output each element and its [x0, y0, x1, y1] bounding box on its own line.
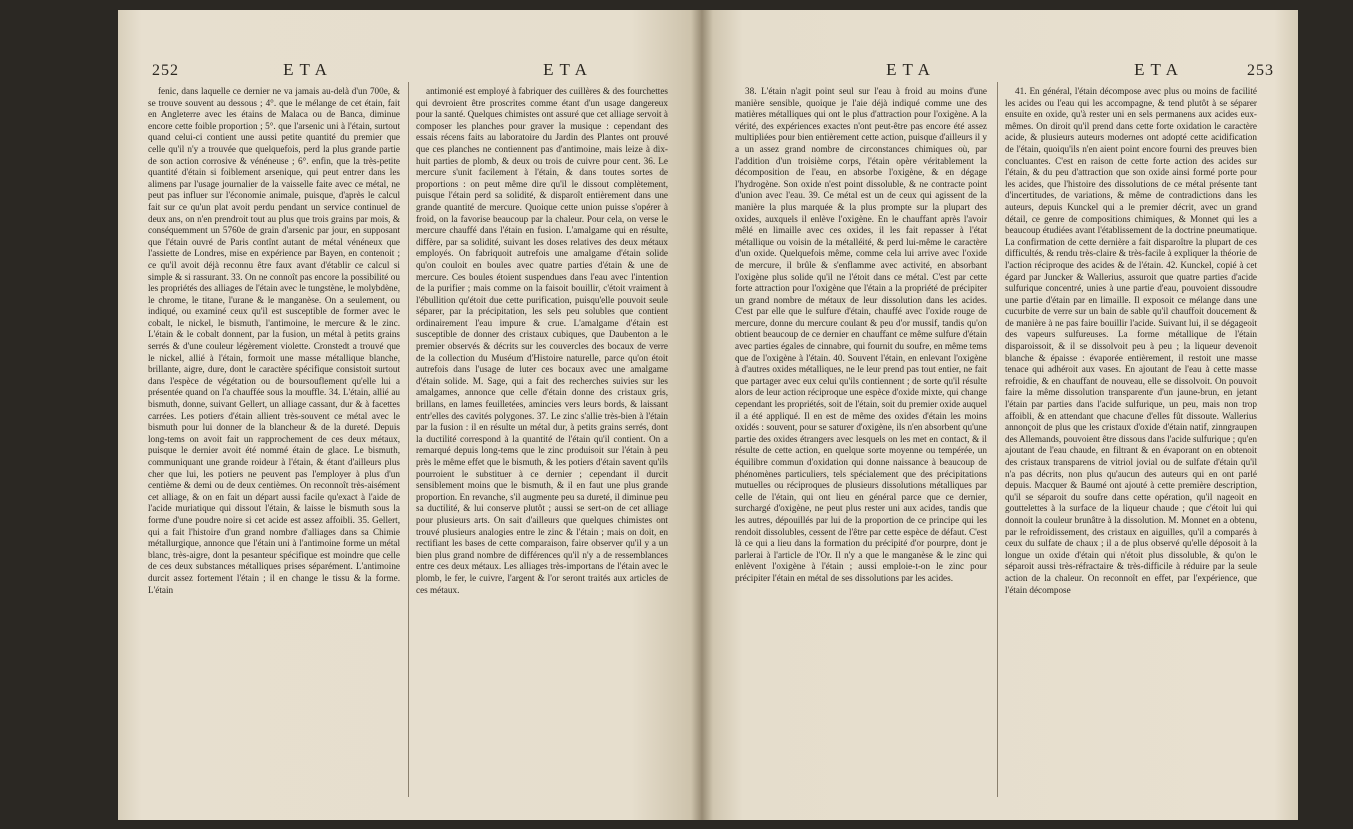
page-number: 253 — [1247, 62, 1274, 79]
page-heading: ETA — [543, 60, 593, 79]
column-text: fenic, dans laquelle ce dernier ne va jamais au-delà d'un 700e, & se trouve souvent au dessous ; 4°. que le mélange de cet étain, fait en Angleterre avec les étains de Malaca ou de Banca, diminue encore cette foible proportion ; 5°. que l'arsenic uni à l'étain, surtout quand celui-ci contient une aussi petite quantité du premier que celle qu'il n'y a trouvée que quelquefois, perd la plus grande partie de son action corrosive & vénéneuse ; 6°. enfin, que la très-petite quantité d'étain si foiblement arsenique, qui peut entrer dans les alimens par l'usage journalier de la vaisselle faite avec ce métal, ne peut pas influer sur l'économie animale, puisque, d'après le calcul fait sur ce qu'un plat avoit perdu pendant un service continuel de deux ans, on n'en prendroit tout au plus que trois grains par mois, & conséquemment un 5760e de grain d'arsenic par jour, en supposant que l'étain ouvré de Paris contînt autant de métal vénéneux que l'assiette de Londres, mise en expérience par Bayen, en contenoit ; ce qu'il avoit déjà reconnu être faux avant d'établir ce calcul si simple & si rassurant. 33. On ne connoît pas encore la possibilité ou les propriétés des alliages de l'étain avec le tungstène, le molybdène, le chrome, le titane, l'urane & le manganèse. On a seulement, ou indiqué, ou examiné ceux qu'il est susceptible de former avec le cobalt, le nickel, le bismuth, l'antimoine, le mercure & le zinc. L'étain & le cobalt donnent, par la fusion, un métal à petits grains serrés & d'une couleur légèrement violette. Cronstedt a trouvé que le nickel, allié à l'étain, formoit une masse métallique blanche, brillante, aigre, dure, dont le caractère spécifique consistoit surtout dans l'espèce de végétation ou de boursouflement qu'elle lui a présentée quand on l'a chauffée sous la mouffle. 34. L'étain, allié au bismuth, donne, suivant Gellert, un alliage cassant, dur & à facettes carrées. Les potiers d'étain allient très-souvent ce métal avec le bismuth pour lui donner de la blancheur & de la dureté. Depuis long-tems on avoit fait un rapprochement de ces deux métaux, puisque le dernier avoit été nommé étain de glace. Le bismuth, communiquant une grande roideur à l'étain, & étant d'ailleurs plus cher que lui, les potiers ne peuvent pas l'employer à plus d'un centième & demi ou de deux centièmes. On reconnoît très-aisément cet alliage, & on en fait un départ aussi facile qu'exact à l'aide de l'acide muriatique qui dissout l'étain, & laisse le bismuth sous la forme d'une poudre noire si cet acide est assez affoibli. 35. Gellert, qui a fait l'histoire d'un grand nombre d'alliages dans sa Chimie métallurgique, annonce que l'étain uni à l'antimoine forme un métal blanc, très-aigre, dont la pesanteur spécifique est moindre que celle de ces deux substances métalliques prises séparément. L'antimoine durcit assez fortement l'étain ; il en change le tissu & la forme. L'étain — [148, 86, 400, 595]
text-column — [735, 86, 987, 806]
page-heading: ETA — [1134, 60, 1184, 79]
text-column — [148, 86, 400, 806]
column-text: 38. L'étain n'agit point seul sur l'eau à froid au moins d'une manière sensible, quoique je l'aie déjà indiqué comme une des matières métalliques qui ont le plus d'attraction pour l'oxigène. A la vérité, des expériences exactes n'ont peut-être pas encore été assez multipliées pour bien entièrement cette action, puisque d'ailleurs il y a un assez grand nombre de circonstances chimiques où, par l'addition d'un troisième corps, l'étain opère véritablement la décomposition de l'eau, en absorbe l'oxigène, & en dégage l'hydrogène. Son oxide n'est point dissoluble, & ne contracte point d'union avec l'eau. 39. Ce métal est un de ceux qui agissent de la manière la plus marquée & la plus prompte sur la plupart des oxides, auxquels il enlève l'oxigène. En le chauffant après l'avoir mêlé en limaille avec ces oxides, il les fait repasser à l'état métallique ou voisin de la métalléité, & perd lui-même le caractère d'un oxide. Quelquefois même, comme cela lui arrive avec l'oxide de mercure, il brûle & s'enflamme avec activité, en absorbant l'oxigène plus solide qu'il ne l'étoit dans ce métal. C'est par cette forte attraction pour l'oxigène que l'étain a la propriété de précipiter un grand nombre de métaux de leur dissolution dans les acides. C'est par elle que le sulfure d'étain, chauffé avec l'oxide rouge de mercure, donne du mercure coulant & peu d'or mussif, tandis qu'on obtient beaucoup de ce dernier en chauffant ce même sulfure d'étain avec parties égales de cinnabre, qui fournit du soufre, en même tems que de l'oxigène à l'étain. 40. Souvent l'étain, en enlevant l'oxigène à d'autres oxides métalliques, ne le leur prend pas tout entier, ne fait que partager avec eux celui qu'ils contiennent ; de sorte qu'il résulte alors de leur action réciproque une espèce d'oxide mixte, qui change cependant les propriétés, soit de l'étain, soit du premier oxide auquel il a été appliqué. Il en est de même des oxides d'étain les moins oxidés : souvent, pour se saturer d'oxigène, ils n'en absorbent qu'une partie des oxides étrangers avec lesquels on les met en contact, & il résulte de cette action, en quelque sorte moyenne ou tempérée, un équilibre commun d'oxidation qui donne naissance à beaucoup de phénomènes particuliers, tels spécialement que des précipitations mutuelles ou réciproques de plusieurs dissolutions métalliques par celle de l'étain, qui ont lieu en général parce que ce dernier, surchargé d'oxigène, ne peut plus rester uni aux acides, tandis que les autres, dépouillés par lui de la proportion de ce principe qui les rendoit dissolubles, cessent de l'être par cette espèce de défaut. C'est là ce qui a lieu dans la formation du précipité d'or pourpre, dont je parlerai à l'article de l'Or. Il n'y a que le manganèse & le zinc qui enlèvent l'oxigène à l'étain ; aussi emploie-t-on le zinc pour précipiter l'étain en métal de ses dissolutions par les acides. — [735, 86, 987, 583]
right-running-head — [701, 60, 1298, 80]
right-page — [701, 10, 1298, 820]
left-page — [118, 10, 701, 820]
page-heading: ETA — [283, 60, 333, 79]
column-rule — [408, 82, 409, 797]
open-book — [118, 10, 1298, 820]
text-column — [1005, 86, 1257, 806]
text-column — [416, 86, 668, 806]
left-running-head — [118, 60, 701, 80]
column-text: antimonié est employé à fabriquer des cuillères & des fourchettes qui devroient être proscrites comme étant d'un usage dangereux pour la santé. Quelques chimistes ont assuré que cet alliage servoit à composer les planches pour graver la musique : cependant des essais récens faits au laboratoire du Jardin des Plantes ont prouvé que ces planches ne contiennent pas d'antimoine, mais leize à dix-huit parties de plomb, & deux ou trois de cuivre pour cent. 36. Le mercure s'unit facilement à l'étain, & dans toutes sortes de proportions : on peut même dire qu'il le dissout complètement, puisque l'étain perd sa solidité, & disparoît entièrement dans une grande quantité de mercure. Quoique cette union puisse s'opérer à froid, on la favorise beaucoup par la chaleur. Pour cela, on verse le mercure chauffé dans l'étain en fusion. L'amalgame qui en résulte, diffère, par sa solidité, suivant les doses relatives des deux métaux employés. On fabriquoit autrefois une amalgame d'étain solide qu'on couloit en boules avec quatre parties d'étain & une de mercure. Ces boules étoient suspendues dans l'eau avec l'intention de la purifier ; mais comme on la faisoit bouillir, c'étoit vraiment à l'ébullition qu'étoit due cette purification, puisqu'elle pouvoit seule séparer, par la précipitation, les sels peu solubles que contient ordinairement l'eau impure & crue. L'amalgame d'étain est susceptible de donner des cristaux cubiques, que Daubenton a le premier observés & décrits sur les couvercles des bocaux de verre de la collection du Muséum d'Histoire naturelle, parce qu'on étoit autrefois dans l'usage de luter ces bocaux avec une amalgame d'étain solide. M. Sage, qui a fait des recherches suivies sur les amalgames, annonce que celle d'étain donne des cristaux gris, brillans, en lames feuilletées, amincies vers leurs bords, & laissant entr'elles des cavités polygones. 37. Le zinc s'allie très-bien à l'étain par la fusion : il en résulte un métal dur, à petits grains serrés, dont la ductilité correspond à la quantité de l'étain qu'il contient. On a remarqué depuis long-tems que le zinc produisoit sur l'étain à peu près le même effet que le bismuth, & les potiers d'étain savent qu'ils pourroient le substituer à ce dernier ; cependant il durcit sensiblement moins que le bismuth, & il en faut une plus grande proportion. En revanche, s'il augmente peu sa dureté, il diminue peu sa ductilité, & lui conserve plutôt ; aussi se sert-on de cet alliage pour plusieurs arts. On sait d'ailleurs que quelques chimistes ont trouvé plusieurs analogies entre le zinc & l'étain ; mais on doit, en rectifiant les bases de cette comparaison, faire observer qu'il y a un bien plus grand nombre de différences qu'il n'y a de ressemblances entre ces deux métaux. Les alliages très-importans de l'étain avec le plomb, le fer, le cuivre, l'argent & l'or seront traités aux articles de ces métaux. — [416, 86, 668, 595]
column-text: 41. En général, l'étain décompose avec plus ou moins de facilité les acides ou l'eau qui les accompagne, & tend plutôt à se séparer ensuite en oxide, qu'à rester uni en sels permanens aux acides eux-mêmes. On diroit qu'il prend dans cette forte oxidation le caractère acide, & plusieurs auteurs modernes ont adopté cette acidification de l'étain, quoiqu'ils n'en aient point encore fourni des preuves bien concluantes. C'est en raison de cette forte action des acides sur l'étain, & du peu d'attraction que son oxide ainsi formé porte pour les acides, que l'histoire des dissolutions de ce métal présente tant d'incertitudes, de variations, & même de contradictions dans les auteurs, depuis Kunckel qui a le premier décrit, avec un grand détail, ce genre de compositions chimiques, & Monnet qui les a beaucoup étudiées avant l'établissement de la doctrine pneumatique. La confirmation de cette dernière a fait disparoître la plupart de ces difficultés, & rendu très-claire & très-facile à expliquer la théorie de l'action réciproque des acides & de l'étain. 42. Kunckel, copié à cet égard par Juncker & Wallerius, assuroit que quatre parties d'acide sulfurique concentré, unies à une partie d'eau, pouvoient dissoudre une partie d'étain par en limaille. Il exposoit ce mélange dans une cucurbite de verre sur un bain de sable qu'il chauffoit doucement & de manière à ne pas faire bouillir l'acide. Suivant lui, il se dégageoit des vapeurs sulfureuses. La forme métallique de l'étain disparoissoit, & il se dissolvoit peu à peu ; la liqueur devenoit blanche & épaisse : évaporée entièrement, il restoit une masse tenace qui adhéroit aux vases. En ajoutant de l'eau à cette masse refroidie, & en chauffant de nouveau, elle se dissolvoit. On pouvoit faire la même dissolution transparente d'un jaune-brun, en jetant l'étain par parties dans l'acide sulfurique, un peu, mais non trop affoibli, & en attendant que chacune d'elles fût dissoute. Wallerius annonçoit de plus que les cristaux d'oxide d'étain natif, zinngraupen des Allemands, pouvoient être dissous dans l'acide sulfurique ; qu'en ajoutant de l'eau chaude, en filtrant & en évaporant on en obtenoit des cristaux transparens de vitriol jovial ou de sulfate d'étain qu'il n'a pas décrits, non plus qu'aucun des auteurs qui en ont parlé depuis. Macquer & Baumé ont ajouté à cette première description, qu'il se séparoit du soufre dans cette opération, qu'il nageoit en gouttelettes à la surface de la liqueur chaude ; que c'étoit lui qui donnoit la couleur brunâtre à la dissolution. M. Monnet en a obtenu, par le refroidissement, des cristaux en aiguilles, qu'il a comparés à ceux du sulfate de chaux ; il a de plus observé qu'elle déposoit à la longue un oxide d'étain qui n'étoit plus dissoluble, & qu'on le séparoit aussi très-réfractaire & très-difficile à réduire par la seule action de la chaleur. On reconnoît en effet, par l'expérience, que l'étain décompose — [1005, 86, 1257, 595]
page-number: 252 — [152, 62, 179, 79]
book-gutter — [691, 10, 713, 820]
column-rule — [997, 82, 998, 797]
page-heading: ETA — [886, 60, 936, 79]
